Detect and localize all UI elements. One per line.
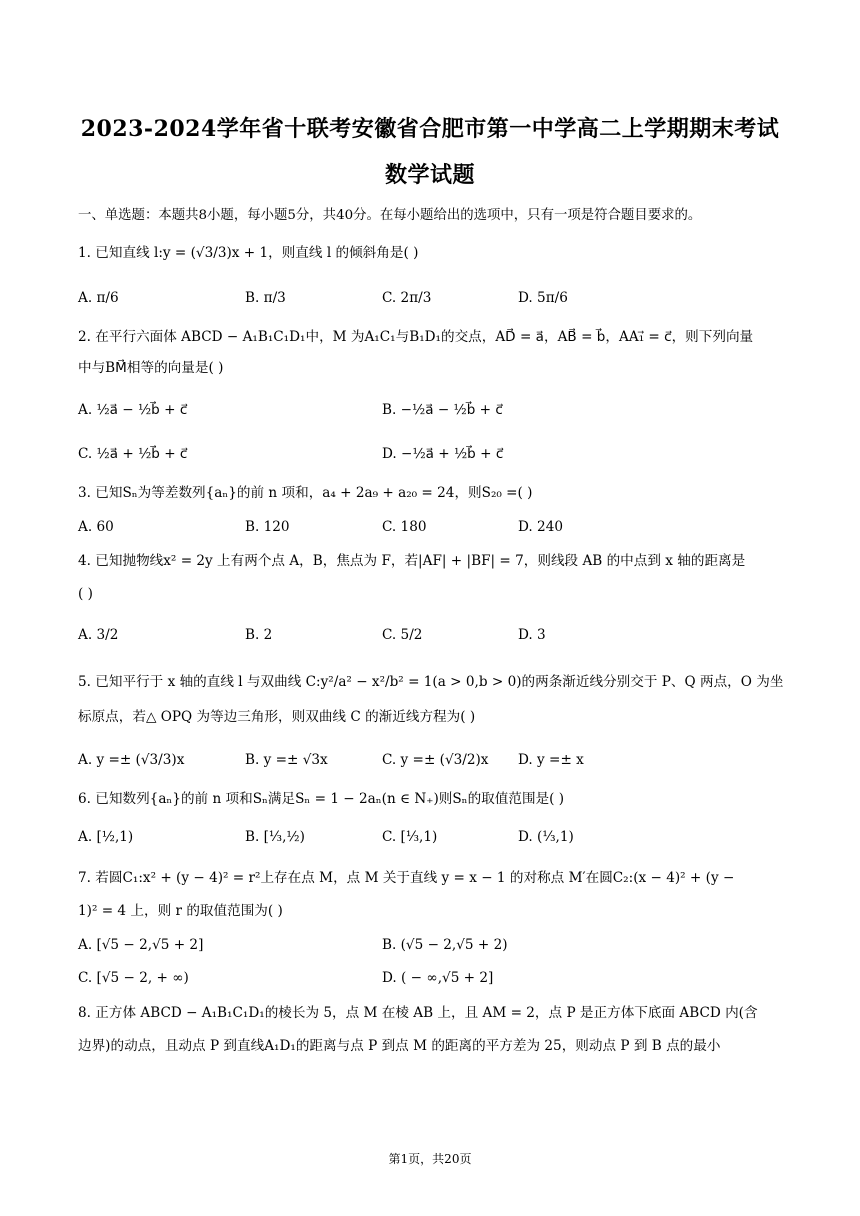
question-5-stem-line2: 标原点，若△ OPQ 为等边三角形，则双曲线 C 的渐近线方程为( ) [78, 709, 476, 725]
question-1-stem: 1. 已知直线 l:y = (√3/3)x + 1，则直线 l 的倾斜角是( ) [78, 245, 419, 261]
q3-option-d: D. 240 [518, 519, 564, 535]
question-7-stem-line1: 7. 若圆C₁:x² + (y − 4)² = r²上存在点 M，点 M 关于直线 y = x − 1 的对称点 M′在圆C₂:(x − 4)² + (y − [78, 870, 735, 886]
q3-option-a: A. 60 [78, 519, 114, 535]
q4-option-a: A. 3/2 [78, 627, 119, 643]
section-heading: 一、单选题：本题共8小题，每小题5分，共40分。在每小题给出的选项中，只有一项是符合题目要求的。 [78, 208, 702, 223]
q6-option-b: B. [⅓,½) [245, 829, 305, 845]
question-4-stem-line2: ( ) [78, 586, 93, 602]
q5-option-a: A. y =± (√3/3)x [78, 752, 185, 768]
q3-option-b: B. 120 [245, 519, 290, 535]
q4-option-b: B. 2 [245, 627, 273, 643]
q4-option-d: D. 3 [518, 627, 546, 643]
q1-option-a: A. π/6 [78, 290, 119, 306]
question-6-stem: 6. 已知数列{aₙ}的前 n 项和Sₙ满足Sₙ = 1 − 2aₙ(n ∈ N₊)则Sₙ的取值范围是( ) [78, 791, 565, 807]
question-8-stem-line2: 边界)的动点，且动点 P 到直线A₁D₁的距离与点 P 到点 M 的距离的平方差为 25，则动点 P 到 B 点的最小 [78, 1038, 721, 1054]
q7-option-d: D. ( − ∞,√5 + 2] [382, 970, 494, 986]
question-8-stem-line1: 8. 正方体 ABCD − A₁B₁C₁D₁的棱长为 5，点 M 在棱 AB 上，且 AM = 2，点 P 是正方体下底面 ABCD 内(含 [78, 1005, 758, 1021]
q6-option-d: D. (⅓,1) [518, 829, 574, 845]
q6-option-a: A. [½,1) [78, 829, 134, 845]
q2-option-c: C. ½a⃗ + ½b⃗ + c⃗ [78, 446, 188, 462]
question-5-stem-line1: 5. 已知平行于 x 轴的直线 l 与双曲线 C:y²/a² − x²/b² = 1(a > 0,b > 0)的两条渐近线分别交于 P、Q 两点，O 为坐 [78, 674, 784, 690]
q4-option-c: C. 5/2 [382, 627, 423, 643]
q1-option-d: D. 5π/6 [518, 290, 568, 306]
q2-option-a: A. ½a⃗ − ½b⃗ + c⃗ [78, 402, 188, 418]
q5-option-c: C. y =± (√3/2)x [382, 752, 489, 768]
q7-option-c: C. [√5 − 2, + ∞) [78, 970, 189, 986]
exam-title: 2023-2024学年省十联考安徽省合肥市第一中学高二上学期期末考试 [80, 116, 780, 142]
question-4-stem-line1: 4. 已知抛物线x² = 2y 上有两个点 A，B，焦点为 F，若|AF| + |BF| = 7，则线段 AB 的中点到 x 轴的距离是 [78, 553, 746, 569]
question-2-stem-line1: 2. 在平行六面体 ABCD − A₁B₁C₁D₁中，M 为A₁C₁与B₁D₁的交点，AD⃗ = a⃗，AB⃗ = b⃗，AA₁⃗ = c⃗，则下列向量 [78, 329, 754, 345]
q7-option-b: B. (√5 − 2,√5 + 2) [382, 937, 508, 953]
q3-option-c: C. 180 [382, 519, 427, 535]
exam-subtitle: 数学试题 [384, 162, 475, 188]
page-footer: 第1页，共20页 [388, 1152, 472, 1166]
q1-option-c: C. 2π/3 [382, 290, 432, 306]
q1-option-b: B. π/3 [245, 290, 286, 306]
q5-option-b: B. y =± √3x [245, 752, 328, 768]
question-2-stem-line2: 中与BM⃗相等的向量是( ) [78, 360, 224, 376]
q6-option-c: C. [⅓,1) [382, 829, 438, 845]
q2-option-d: D. −½a⃗ + ½b⃗ + c⃗ [382, 446, 504, 462]
question-7-stem-line2: 1)² = 4 上，则 r 的取值范围为( ) [78, 903, 283, 919]
q7-option-a: A. [√5 − 2,√5 + 2] [78, 937, 204, 953]
q5-option-d: D. y =± x [518, 752, 584, 768]
q2-option-b: B. −½a⃗ − ½b⃗ + c⃗ [382, 402, 503, 418]
question-3-stem: 3. 已知Sₙ为等差数列{aₙ}的前 n 项和，a₄ + 2a₉ + a₂₀ = 24，则S₂₀ =( ) [78, 485, 533, 501]
